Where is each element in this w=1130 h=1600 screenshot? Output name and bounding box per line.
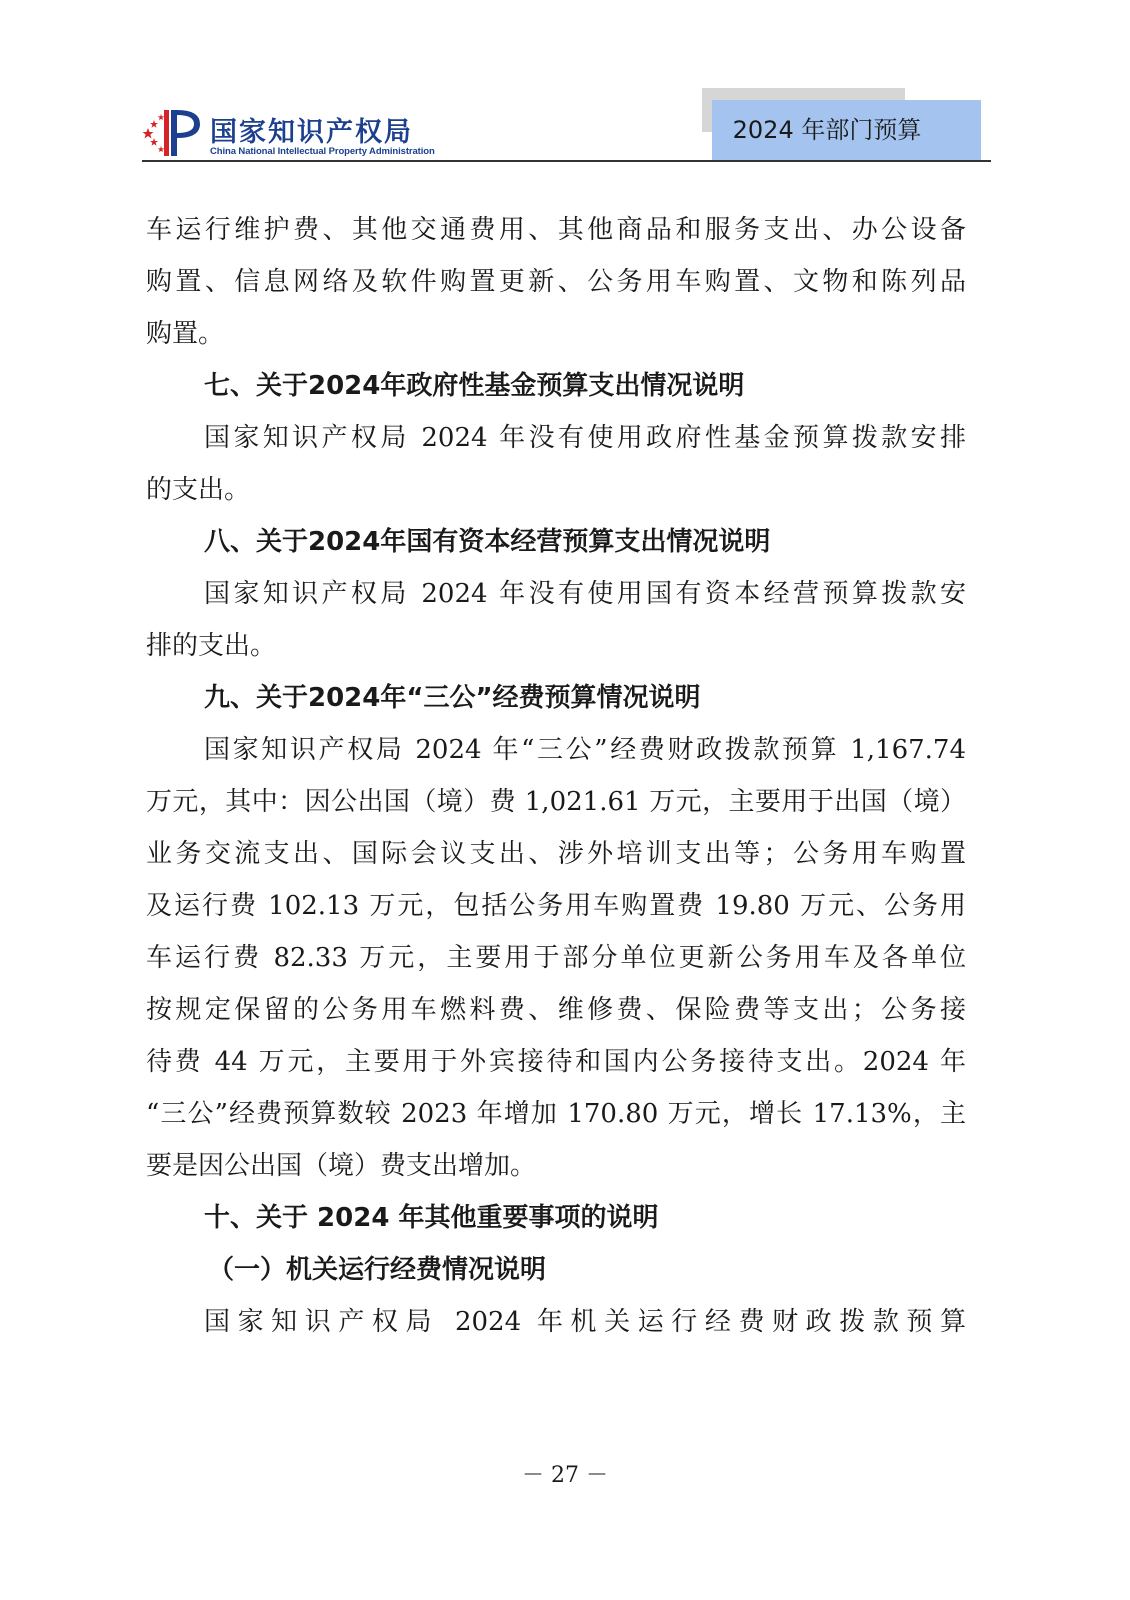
page-header (142, 86, 991, 162)
body-line: 车运行费 82.33 万元，主要用于部分单位更新公务用车及各单位 (146, 943, 966, 973)
body-line: 国家知识产权局 2024 年没有使用国有资本经营预算拨款安 (204, 579, 966, 609)
body-line: 国家知识产权局 2024 年“三公”经费财政拨款预算 1,167.74 (204, 735, 966, 765)
body-line: 购置、信息网络及软件购置更新、公务用车购置、文物和陈列品 (146, 267, 966, 297)
body-line: 按规定保留的公务用车燃料费、维修费、保险费等支出；公务接 (146, 995, 966, 1025)
logo (142, 106, 462, 158)
body-line: 车运行维护费、其他交通费用、其他商品和服务支出、办公设备 (146, 215, 966, 245)
header-divider (142, 160, 991, 162)
org-name-cn: 国家知识产权局 (210, 117, 413, 148)
body-line: 要是因公出国（境）费支出增加。 (146, 1151, 537, 1181)
body-line: “三公”经费预算数较 2023 年增加 170.80 万元，增长 17.13%，主 (146, 1099, 966, 1129)
section-heading-10: 十、关于 2024 年其他重要事项的说明 (204, 1203, 659, 1233)
body-line: 国家知识产权局 2024 年没有使用政府性基金预算拨款安排 (204, 423, 966, 453)
body-line: 国家知识产权局 2024 年机关运行经费财政拨款预算 (204, 1307, 966, 1337)
subsection-heading-1: （一）机关运行经费情况说明 (208, 1255, 547, 1285)
body-line: 万元，其中：因公出国（境）费 1,021.61 万元，主要用于出国（境） (146, 787, 966, 817)
cnipa-logo-icon (142, 106, 206, 158)
section-heading-8: 八、关于2024年国有资本经营预算支出情况说明 (204, 527, 771, 557)
page-number: － 27 － (522, 1463, 608, 1488)
body-line: 排的支出。 (146, 631, 277, 661)
section-heading-7: 七、关于2024年政府性基金预算支出情况说明 (204, 371, 745, 401)
body-line: 的支出。 (146, 475, 251, 505)
org-name-en: China National Intellectual Property Administration (210, 146, 435, 157)
doc-title: 2024 年部门预算 (732, 116, 922, 144)
body-line: 及运行费 102.13 万元，包括公务用车购置费 19.80 万元、公务用 (146, 891, 966, 921)
document-body (146, 204, 966, 1348)
body-line: 购置。 (146, 319, 225, 349)
body-line: 待费 44 万元，主要用于外宾接待和国内公务接待支出。2024 年 (146, 1047, 966, 1077)
body-line: 业务交流支出、国际会议支出、涉外培训支出等；公务用车购置 (146, 839, 966, 869)
section-heading-9: 九、关于2024年“三公”经费预算情况说明 (204, 683, 701, 713)
